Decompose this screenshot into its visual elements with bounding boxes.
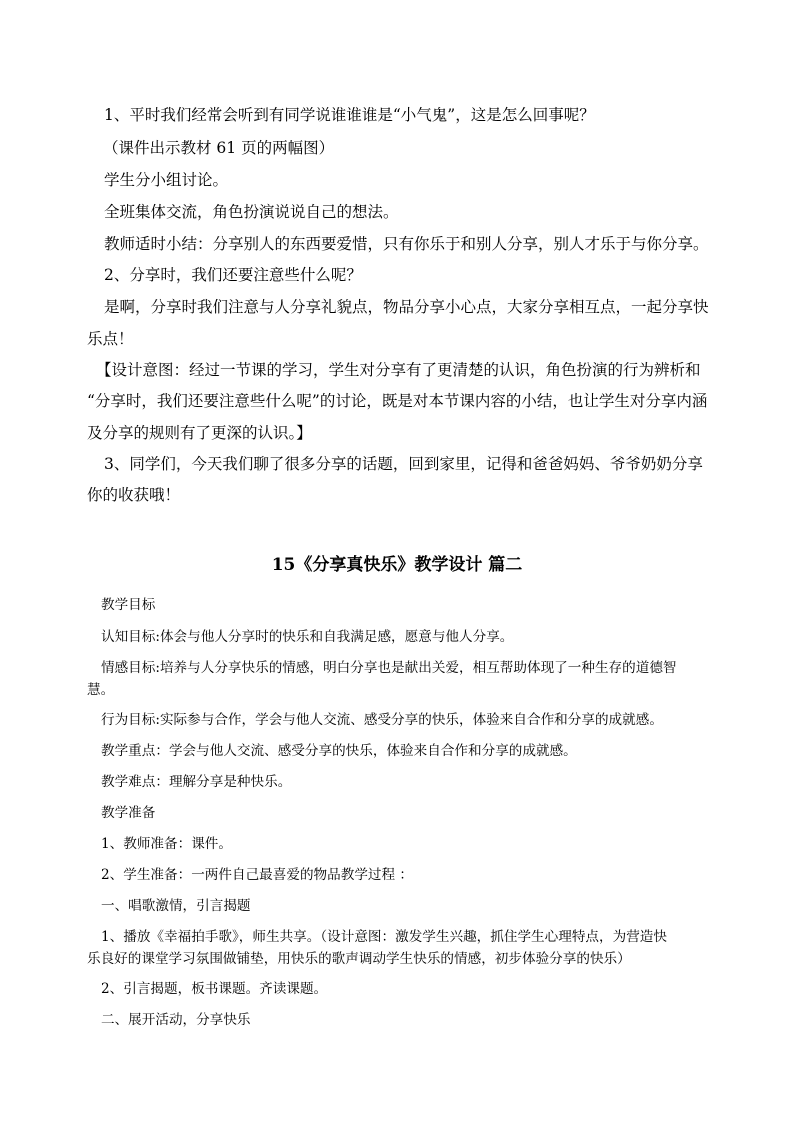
design-intent-line-3: 及分享的规则有了更深的认识。】 <box>87 424 312 442</box>
teacher-prep: 1、教师准备：课件。 <box>101 836 232 852</box>
question-3-line-1: 3、同学们，今天我们聊了很多分享的话题，回到家里，记得和爸爸妈妈、爷爷奶奶分享 <box>104 455 703 473</box>
intro-topic: 2、引言揭题，板书课题。齐读课题。 <box>101 981 328 997</box>
teaching-difficulty: 教学难点：理解分享是种快乐。 <box>101 774 292 790</box>
emotion-goal-line-1: 情感目标:培养与人分享快乐的情感，明白分享也是献出关爱，相互帮助体现了一种生存的道德智 <box>101 660 677 676</box>
cognitive-goal: 认知目标:体会与他人分享时的快乐和自我满足感，愿意与他人分享。 <box>101 629 514 645</box>
emotion-goal-line-2: 慧。 <box>87 682 115 698</box>
design-intent-line-2: “分享时，我们还要注意些什么呢”的讨论，既是对本节课内容的小结，也让学生对分享内涵 <box>87 392 708 410</box>
sharing-tips-line-1: 是啊，分享时我们注意与人分享礼貌点，物品分享小心点，大家分享相互点，一起分享快 <box>104 298 709 316</box>
question-1: 1、平时我们经常会听到有同学说谁谁谁是“小气鬼”，这是怎么回事呢？ <box>104 106 595 124</box>
teacher-summary: 教师适时小结：分享别人的东西要爱惜，只有你乐于和别人分享，别人才乐于与你分享。 <box>104 235 709 253</box>
class-exchange: 全班集体交流，角色扮演说说自己的想法。 <box>104 203 399 221</box>
song-activity-line-1: 1、播放《幸福拍手歌》，师生共享。（设计意图：激发学生兴趣，抓住学生心理特点，为营造快 <box>101 929 667 945</box>
courseware-note: （课件出示教材 61 页的两幅图） <box>103 139 335 157</box>
sharing-tips-line-2: 乐点！ <box>87 330 134 348</box>
design-intent-line-1: 【设计意图：经过一节课的学习，学生对分享有了更清楚的认识，角色扮演的行为辨析和 <box>96 361 701 379</box>
goals-heading: 教学目标 <box>101 597 156 613</box>
question-2: 2、分享时，我们还要注意些什么呢？ <box>104 266 362 284</box>
song-activity-line-2: 乐良好的课堂学习氛围做铺垫，用快乐的歌声调动学生快乐的情感，初步体验分享的快乐） <box>87 951 631 967</box>
teaching-key-point: 教学重点：学会与他人交流、感受分享的快乐，体验来自合作和分享的成就感。 <box>101 743 577 759</box>
question-3-line-2: 你的收获哦！ <box>87 486 181 504</box>
prep-heading: 教学准备 <box>101 805 156 821</box>
behavior-goal: 行为目标:实际参与合作，学会与他人交流、感受分享的快乐，体验来自合作和分享的成就感。 <box>101 712 663 728</box>
section-1-heading: 一、唱歌激情，引言揭题 <box>101 898 251 914</box>
group-discussion: 学生分小组讨论。 <box>104 171 229 189</box>
section-title: 15《分享真快乐》教学设计 篇二 <box>271 555 523 575</box>
student-prep: 2、学生准备：一两件自己最喜爱的物品教学过程 ： <box>101 867 414 883</box>
section-2-heading: 二、展开活动，分享快乐 <box>101 1012 251 1028</box>
